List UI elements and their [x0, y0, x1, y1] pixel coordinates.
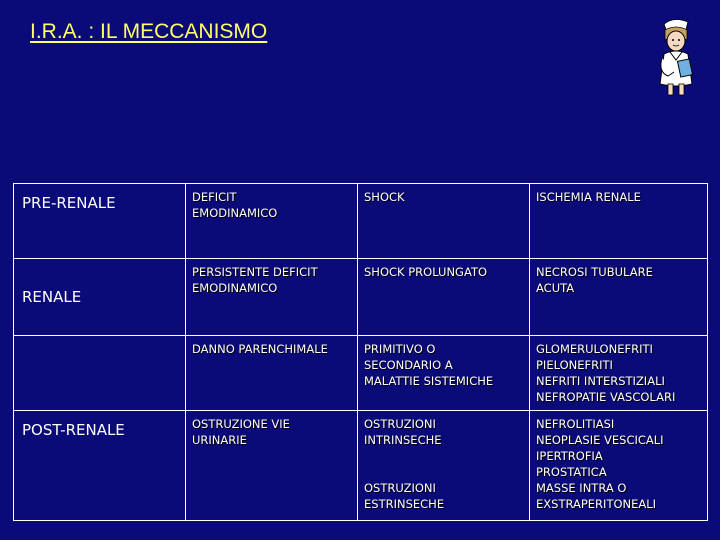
table-cell [358, 411, 530, 521]
cell-line: PERSISTENTE DEFICIT [192, 265, 318, 279]
cell-line: MALATTIE SISTEMICHE [364, 374, 494, 388]
cell-line: MASSE INTRA O [536, 481, 627, 495]
cell-line: IPERTROFIA [536, 449, 603, 463]
row-category-label: POST-RENALE [22, 421, 125, 439]
slide-title: I.R.A. : IL MECCANISMO [30, 20, 268, 43]
cell-spacer [364, 448, 523, 464]
cell-line: EXSTRAPERITONEALI [536, 497, 657, 511]
row-category [14, 411, 186, 521]
table-row [14, 184, 708, 259]
table-row [14, 411, 708, 521]
nurse-clipart-icon [646, 14, 706, 98]
cell-spacer [364, 464, 523, 480]
cell-line: DEFICIT [192, 190, 237, 204]
table-cell [358, 336, 530, 411]
table-cell [530, 411, 708, 521]
table-cell [186, 184, 358, 259]
cell-line: PRIMITIVO O [364, 342, 436, 356]
table-row [14, 259, 708, 336]
cell-line: SECONDARIO A [364, 358, 453, 372]
table-cell [530, 336, 708, 411]
cell-line: INTRINSECHE [364, 433, 442, 447]
table-cell [530, 184, 708, 259]
cell-line: URINARIE [192, 433, 247, 447]
row-category [14, 184, 186, 259]
cell-line: NECROSI TUBULARE [536, 265, 653, 279]
table-cell [186, 411, 358, 521]
row-category-label: PRE-RENALE [22, 194, 116, 212]
cell-line: NEOPLASIE VESCICALI [536, 433, 664, 447]
cell-line: SHOCK [364, 190, 405, 204]
table-cell [358, 184, 530, 259]
table-cell [358, 259, 530, 336]
cell-line: PROSTATICA [536, 465, 607, 479]
mechanism-table [13, 183, 708, 521]
cell-line: ISCHEMIA RENALE [536, 190, 641, 204]
table-cell [530, 259, 708, 336]
cell-line: DANNO PARENCHIMALE [192, 342, 328, 356]
cell-line: OSTRUZIONE VIE [192, 417, 290, 431]
cell-line: OSTRUZIONI [364, 417, 436, 431]
cell-line: NEFROPATIE VASCOLARI [536, 390, 676, 404]
cell-line: PIELONEFRITI [536, 358, 613, 372]
cell-line: ESTRINSECHE [364, 497, 445, 511]
cell-line: EMODINAMICO [192, 281, 278, 295]
row-category-label: RENALE [22, 288, 82, 306]
row-category [14, 336, 186, 411]
cell-line: EMODINAMICO [192, 206, 278, 220]
cell-line: ACUTA [536, 281, 575, 295]
cell-line: NEFROLITIASI [536, 417, 615, 431]
table-row [14, 336, 708, 411]
cell-line: NEFRITI INTERSTIZIALI [536, 374, 665, 388]
cell-line: GLOMERULONEFRITI [536, 342, 653, 356]
table-cell [186, 336, 358, 411]
cell-line: OSTRUZIONI [364, 481, 436, 495]
row-category [14, 259, 186, 336]
cell-line: SHOCK PROLUNGATO [364, 265, 488, 279]
table-cell [186, 259, 358, 336]
